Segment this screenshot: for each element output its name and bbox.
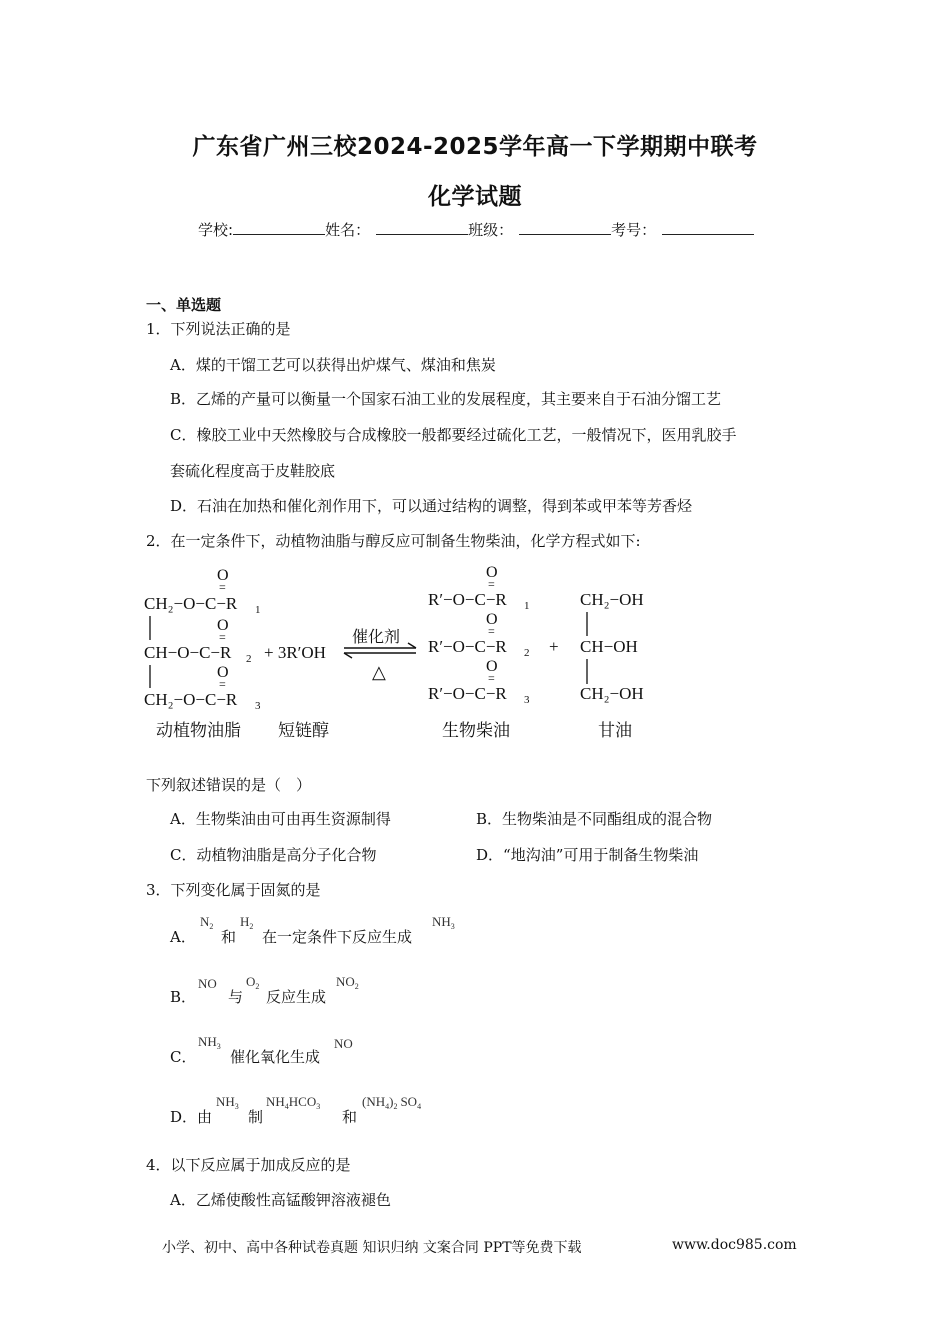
q2-option-a: A．生物柴油由可由再生资源制得 [170, 810, 391, 828]
ester-r3-sub: 3 [524, 694, 530, 706]
biodiesel-structure [428, 564, 530, 706]
plus-sign: + [549, 637, 559, 656]
school-label: 学校: [198, 221, 234, 239]
q1-option-b: B．乙烯的产量可以衡量一个国家石油工业的发展程度，其主要来自于石油分馏工艺 [170, 390, 722, 408]
q3-c-label: C． [170, 1048, 197, 1066]
label-alcohol: 短链醇 [278, 721, 329, 741]
ester-o-1: O [486, 564, 498, 581]
r1-sub: 1 [255, 604, 261, 616]
q3-b-text2: 反应生成 [266, 988, 327, 1006]
footer-url[interactable]: www.doc985.com [672, 1237, 797, 1253]
ch2-ester-1: CH₂−O−C−R [144, 594, 238, 613]
carbonyl-o-1: O [217, 567, 229, 584]
q2-option-b: B．生物柴油是不同酯组成的混合物 [476, 810, 713, 828]
q3-b-text1: 与 [228, 988, 244, 1006]
q4-stem: 4．以下反应属于加成反应的是 [146, 1156, 351, 1174]
ester-bond-1: = [488, 577, 495, 591]
exam-no-label: 考号： [611, 221, 657, 239]
formula-no-c: NO [334, 1036, 353, 1051]
q1-option-a: A．煤的干馏工艺可以获得出炉煤气、煤油和焦炭 [170, 356, 496, 374]
ester-bond-2: = [488, 624, 495, 638]
glycerol-ch2oh-1: CH₂−OH [580, 590, 644, 609]
exam-no-blank[interactable] [662, 218, 754, 235]
heat-symbol: △ [372, 662, 386, 682]
glycerol-choh: CH−OH [580, 637, 638, 656]
q2-option-d: D．“地沟油”可用于制备生物柴油 [476, 846, 699, 864]
q3-b-label: B． [170, 988, 197, 1006]
carbonyl-bond-2: = [219, 630, 226, 644]
q3-a-label: A． [170, 928, 196, 946]
carbonyl-bond-3: = [219, 677, 226, 691]
formula-nh4hco3: $NH_4HCO_3$ [266, 1094, 321, 1111]
r2-sub: 2 [246, 653, 252, 665]
label-fat: 动植物油脂 [156, 721, 241, 741]
class-blank[interactable] [519, 218, 611, 235]
ester-r1-sub: 1 [524, 600, 530, 612]
ester-3: R′−O−C−R [428, 684, 507, 703]
ch-ester-2: CH−O−C−R [144, 643, 232, 662]
formula-n2: $N_2$ [200, 914, 214, 931]
q1-option-c-line1: C．橡胶工业中天然橡胶与合成橡胶一般都要经过硫化工艺，一般情况下，医用乳胶手 [170, 426, 737, 444]
triglyceride-structure [144, 567, 261, 712]
formula-h2: $H_2$ [240, 914, 254, 931]
footer-text: 小学、初中、高中各种试卷真题 知识归纳 文案合同 PPT等免费下载 [162, 1240, 582, 1256]
carbonyl-o-2: O [217, 617, 229, 634]
ester-bond-3: = [488, 671, 495, 685]
reversible-arrow [344, 627, 416, 682]
q3-a-text2: 在一定条件下反应生成 [262, 928, 413, 946]
q1-option-d: D．石油在加热和催化剂作用下，可以通过结构的调整，得到苯或甲苯等芳香烃 [170, 497, 693, 515]
q3-option-a [170, 926, 196, 947]
section-title: 一、单选题 [146, 296, 222, 314]
formula-nh3-d: $NH_3$ [216, 1094, 239, 1111]
ch2-ester-3: CH₂−O−C−R [144, 690, 238, 709]
q3-d-label: D．由 [170, 1108, 213, 1126]
q3-c-text1: 催化氧化生成 [230, 1048, 321, 1066]
carbonyl-o-3: O [217, 664, 229, 681]
q3-d-text1: 制 [248, 1108, 264, 1126]
page-subtitle: 化学试题 [428, 184, 522, 210]
formula-nh42so4: $(NH_4)_2$ $SO_4$ [362, 1094, 422, 1111]
formula-no-b: NO [198, 976, 217, 991]
formula-o2: $O_2$ [246, 974, 260, 991]
q2-ask: 下列叙述错误的是（ ） [146, 776, 312, 794]
q3-a-text1: 和 [221, 928, 237, 946]
ester-2: R′−O−C−R [428, 637, 507, 656]
label-glycerol: 甘油 [598, 721, 632, 741]
q1-option-c-line2: 套硫化程度高于皮鞋胶底 [170, 462, 336, 480]
formula-no2: $NO_2$ [336, 974, 359, 991]
class-label: 班级： [468, 221, 514, 239]
catalyst-label: 催化剂 [352, 627, 401, 646]
name-label: 姓名： [325, 221, 371, 239]
q3-stem: 3．下列变化属于固氮的是 [146, 881, 321, 899]
r3-sub: 3 [255, 700, 261, 712]
q4-option-a: A．乙烯使酸性高锰酸钾溶液褪色 [170, 1191, 391, 1209]
school-blank[interactable] [233, 218, 325, 235]
q1-stem: 1．下列说法正确的是 [146, 320, 291, 338]
name-blank[interactable] [376, 218, 468, 235]
q2-option-c: C．动植物油脂是高分子化合物 [170, 846, 377, 864]
q2-stem: 2．在一定条件下，动植物油脂与醇反应可制备生物柴油，化学方程式如下: [146, 532, 641, 550]
q3-d-text2: 和 [342, 1108, 358, 1126]
reagent-alcohol: + 3R′OH [264, 643, 326, 662]
glycerol-structure [580, 590, 644, 703]
ester-1: R′−O−C−R [428, 590, 507, 609]
label-biodiesel: 生物柴油 [442, 721, 510, 741]
carbonyl-bond-1: = [219, 580, 226, 594]
formula-nh3-c: $NH_3$ [198, 1034, 221, 1051]
ester-o-3: O [486, 658, 498, 675]
formula-nh3-a: $NH_3$ [432, 914, 455, 931]
glycerol-ch2oh-2: CH₂−OH [580, 684, 644, 703]
ester-r2-sub: 2 [524, 647, 530, 659]
reaction-equation [138, 560, 678, 750]
info-fields [198, 218, 754, 240]
ester-o-2: O [486, 611, 498, 628]
page-title: 广东省广州三校2024-2025学年高一下学期期中联考 [192, 134, 758, 160]
